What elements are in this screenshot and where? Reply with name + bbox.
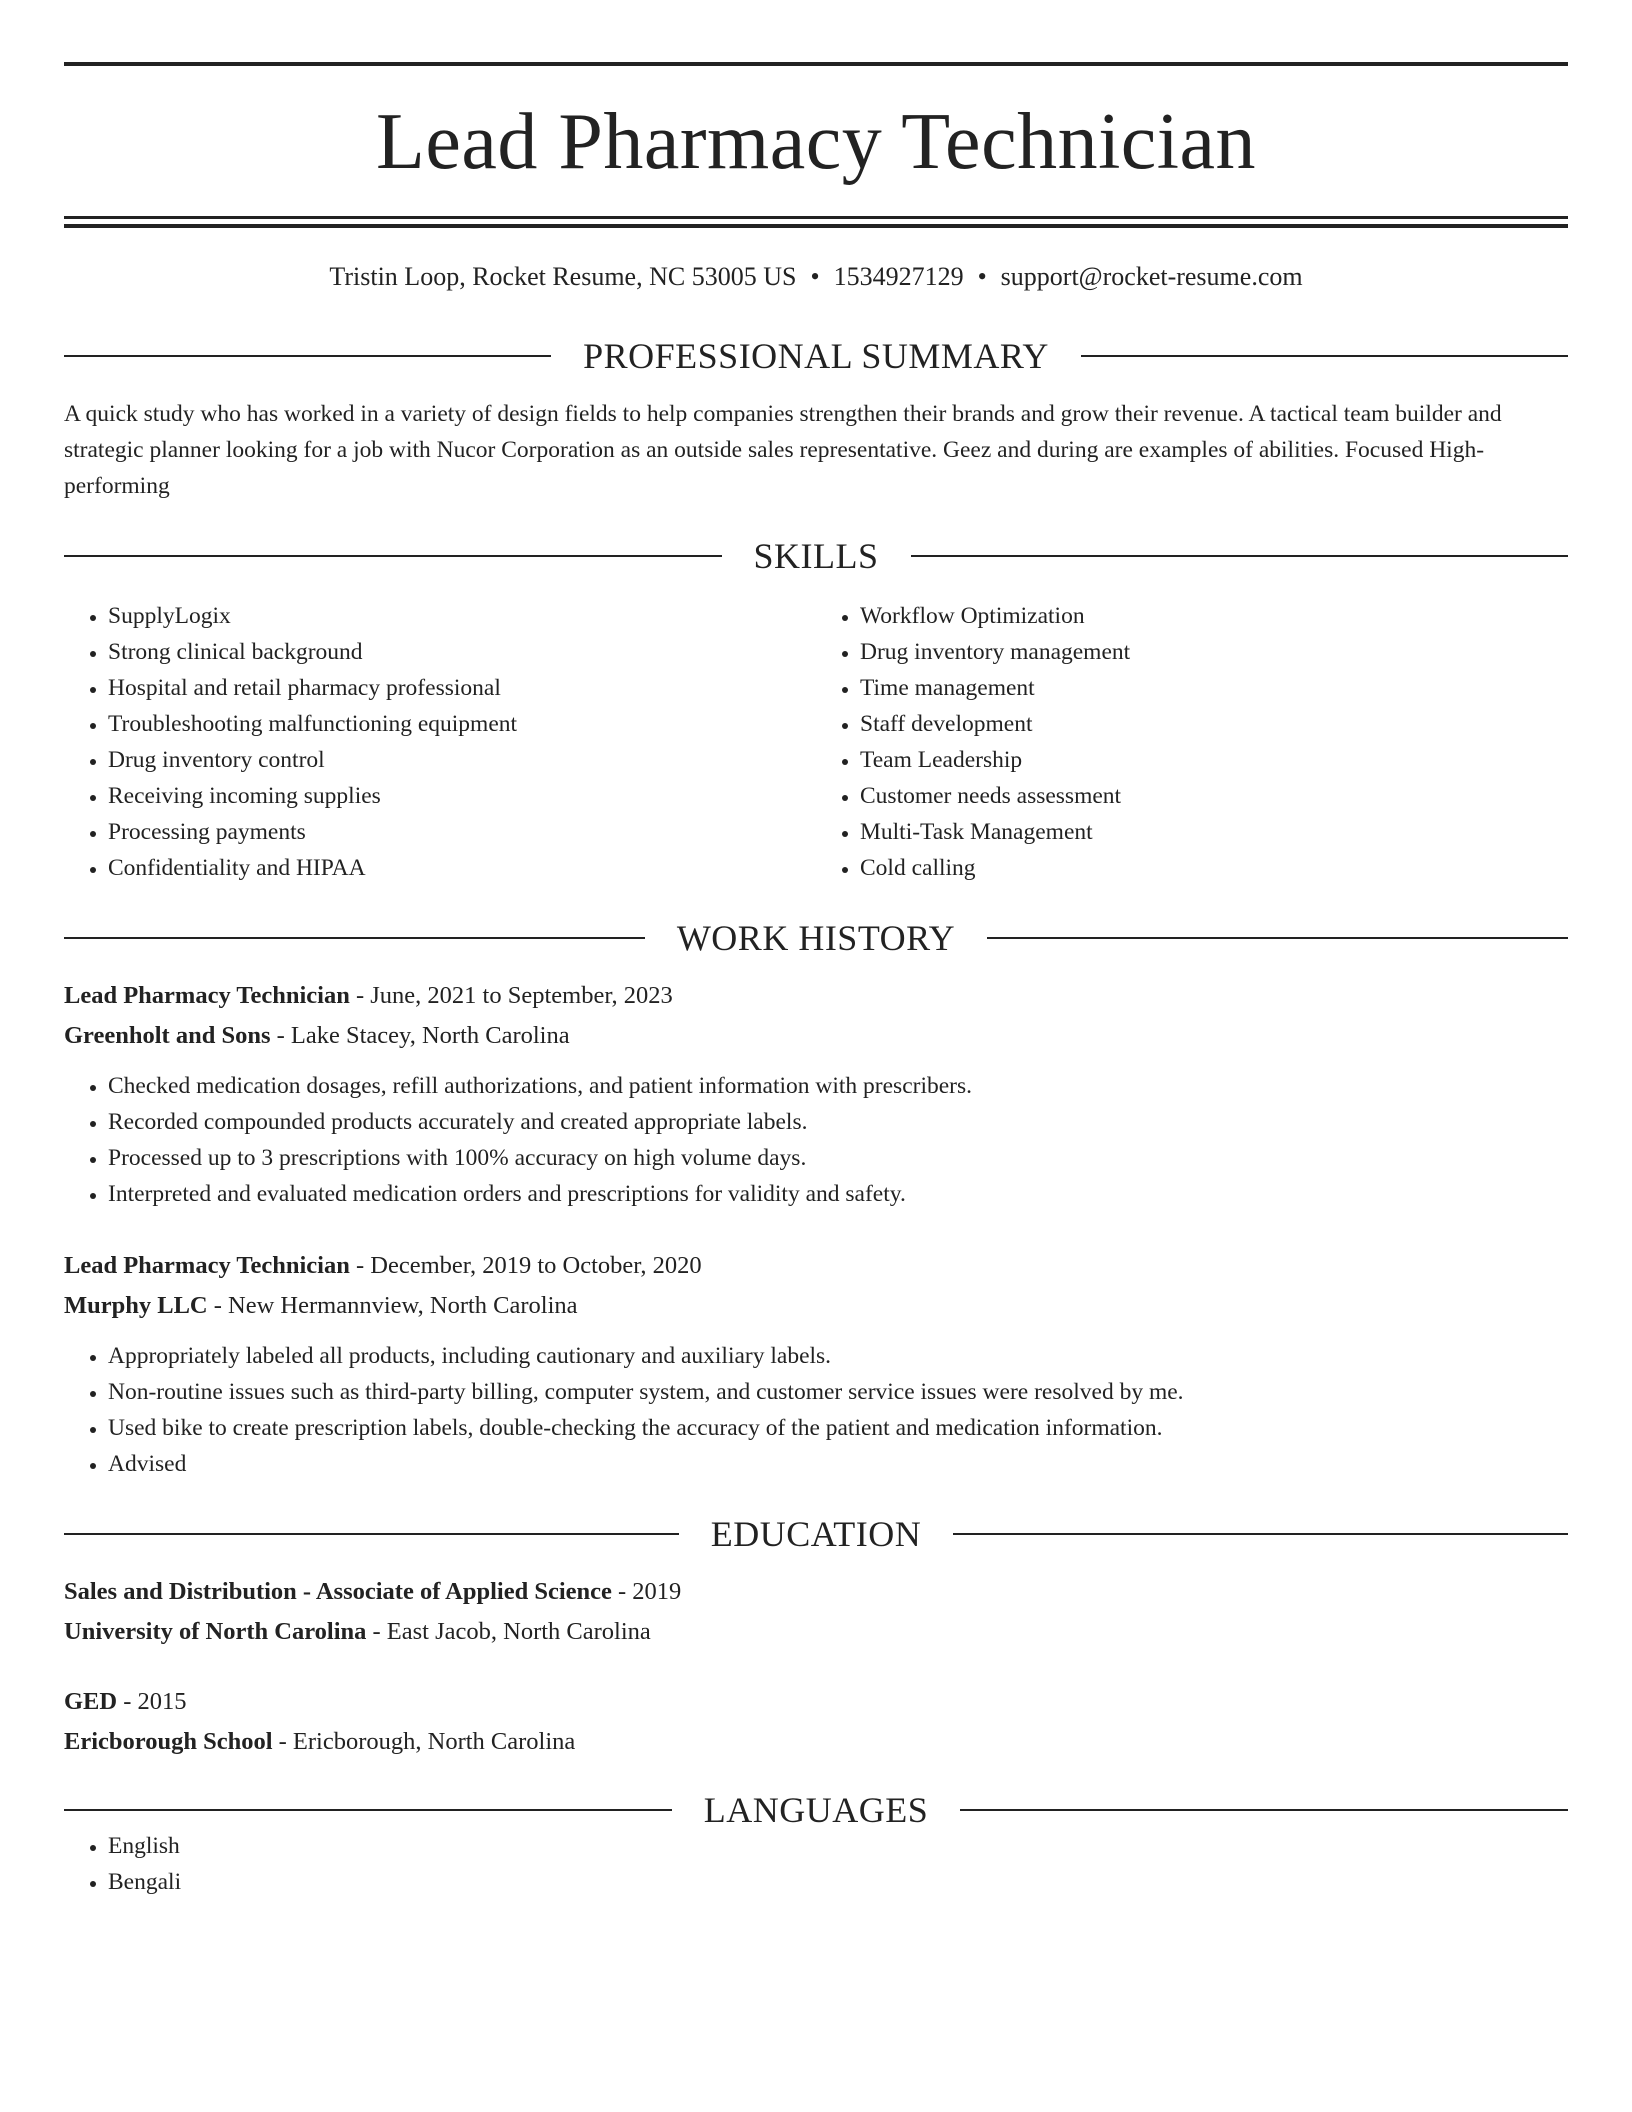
skill-item: • Time management [860, 670, 1568, 706]
job-entry [64, 1246, 1568, 1482]
education-year: - 2015 [117, 1688, 187, 1715]
skills-column-left [64, 598, 816, 886]
heading-rule-left [64, 355, 551, 357]
education-location: - Ericborough, North Carolina [272, 1728, 576, 1755]
job-bullet: • Recorded compounded products accurately and created appropriate labels. [108, 1104, 1568, 1140]
job-bullets [64, 1338, 1568, 1482]
skill-item: • Drug inventory management [860, 634, 1568, 670]
contact-address: Tristin Loop, Rocket Resume, NC 53005 US [329, 262, 797, 291]
heading-rule-right [987, 937, 1568, 939]
education-entry [64, 1682, 1568, 1762]
skill-item: • SupplyLogix [108, 598, 816, 634]
job-location: - Lake Stacey, North Carolina [270, 1022, 570, 1049]
skill-item: • Drug inventory control [108, 742, 816, 778]
skill-item: • Processing payments [108, 814, 816, 850]
job-location: - New Hermannview, North Carolina [207, 1292, 578, 1319]
skills-column-right [816, 598, 1568, 886]
title-double-rule [64, 216, 1568, 228]
skill-item: • Strong clinical background [108, 634, 816, 670]
skill-item: • Workflow Optimization [860, 598, 1568, 634]
heading-rule-right [953, 1533, 1568, 1535]
language-item: • Bengali [108, 1864, 1568, 1900]
job-role: Lead Pharmacy Technician [64, 1252, 350, 1279]
job-entry [64, 976, 1568, 1212]
contact-email: support@rocket-resume.com [1000, 262, 1303, 291]
education-degree-line [64, 1682, 1568, 1722]
education-school: University of North Carolina [64, 1618, 367, 1645]
contact-line [64, 264, 1568, 290]
contact-separator: • [977, 262, 987, 291]
job-bullet: • Interpreted and evaluated medication orders and prescriptions for validity and safety. [108, 1176, 1568, 1212]
job-bullet: • Checked medication dosages, refill authorizations, and patient information with prescribers. [108, 1068, 1568, 1104]
job-company-line [64, 1286, 1568, 1326]
heading-rule-right [911, 555, 1569, 557]
education-degree: Sales and Distribution - Associate of Applied Science [64, 1578, 612, 1605]
section-heading-work [64, 920, 1568, 956]
job-role: Lead Pharmacy Technician [64, 982, 350, 1009]
heading-rule-left [64, 555, 722, 557]
education-school: Ericborough School [64, 1728, 273, 1755]
skill-item: • Cold calling [860, 850, 1568, 886]
job-bullet: • Non-routine issues such as third-party billing, computer system, and customer service issues were resolved by me. [108, 1374, 1568, 1410]
heading-rule-right [1081, 355, 1568, 357]
heading-rule-left [64, 937, 645, 939]
education-school-line [64, 1722, 1568, 1762]
job-company: Greenholt and Sons [64, 1022, 271, 1049]
education-degree-line [64, 1572, 1568, 1612]
job-company-line [64, 1016, 1568, 1056]
section-title: LANGUAGES [703, 1790, 929, 1830]
skills-list [64, 598, 1568, 886]
resume-title: Lead Pharmacy Technician [375, 98, 1257, 186]
skill-item: • Confidentiality and HIPAA [108, 850, 816, 886]
skill-item: • Customer needs assessment [860, 778, 1568, 814]
top-rule [64, 62, 1568, 66]
education-entry [64, 1572, 1568, 1652]
section-title: PROFESSIONAL SUMMARY [583, 336, 1049, 376]
job-bullet: • Appropriately labeled all products, including cautionary and auxiliary labels. [108, 1338, 1568, 1374]
section-title: EDUCATION [710, 1514, 922, 1554]
job-bullets [64, 1068, 1568, 1212]
contact-separator: • [810, 262, 820, 291]
contact-phone: 1534927129 [833, 262, 964, 291]
skill-item: • Receiving incoming supplies [108, 778, 816, 814]
skill-item: • Multi-Task Management [860, 814, 1568, 850]
section-heading-education [64, 1516, 1568, 1552]
section-title: SKILLS [753, 536, 879, 576]
skill-item: • Team Leadership [860, 742, 1568, 778]
summary-text: A quick study who has worked in a variety of design fields to help companies strengthen their brands and grow their revenue. A tactical team builder and strategic planner looking for a job with Nucor Corporation as an outside sales representative. Geez and during are examples of abilities. Focused High-performing [64, 401, 1502, 499]
education-degree: GED [64, 1688, 118, 1715]
job-title-line [64, 976, 1568, 1016]
section-heading-skills [64, 538, 1568, 574]
languages-list [64, 1828, 1568, 1900]
language-item: • English [108, 1828, 1568, 1864]
section-title: WORK HISTORY [676, 918, 956, 958]
education-school-line [64, 1612, 1568, 1652]
job-bullet: • Processed up to 3 prescriptions with 100% accuracy on high volume days. [108, 1140, 1568, 1176]
job-title-line [64, 1246, 1568, 1286]
skill-item: • Staff development [860, 706, 1568, 742]
heading-rule-left [64, 1533, 679, 1535]
job-dates: - December, 2019 to October, 2020 [349, 1252, 702, 1279]
job-company: Murphy LLC [64, 1292, 208, 1319]
section-heading-languages [64, 1792, 1568, 1828]
section-heading-summary [64, 338, 1568, 374]
skill-item: • Troubleshooting malfunctioning equipment [108, 706, 816, 742]
heading-rule-right [960, 1809, 1568, 1811]
job-dates: - June, 2021 to September, 2023 [349, 982, 673, 1009]
job-bullet: • Advised [108, 1446, 1568, 1482]
education-location: - East Jacob, North Carolina [366, 1618, 651, 1645]
education-year: - 2019 [611, 1578, 682, 1605]
heading-rule-left [64, 1809, 672, 1811]
job-bullet: • Used bike to create prescription labels, double-checking the accuracy of the patient and medication information. [108, 1410, 1568, 1446]
skill-item: • Hospital and retail pharmacy professional [108, 670, 816, 706]
